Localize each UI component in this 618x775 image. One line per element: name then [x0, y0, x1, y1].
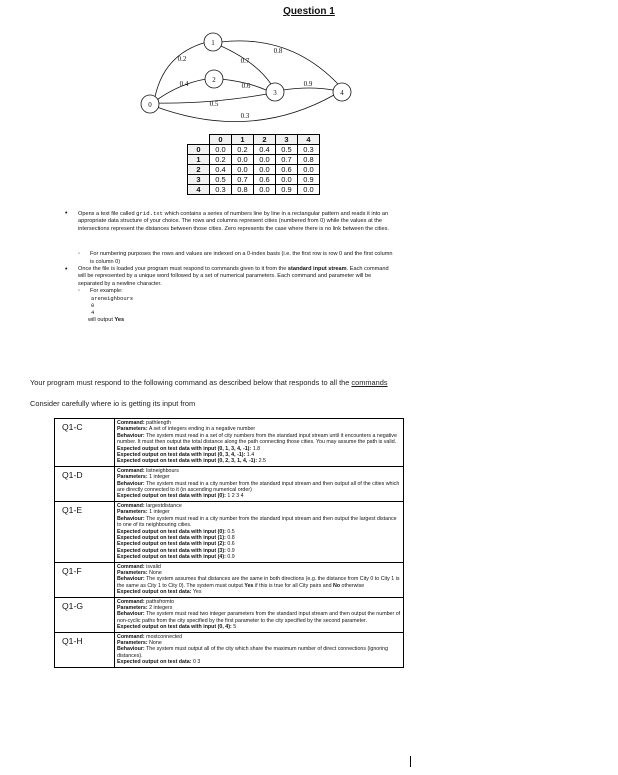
- field-label: Parameters:: [117, 509, 148, 516]
- sub-bullet-text: For example:: [90, 288, 123, 295]
- edge-label-0-4: 0.3: [240, 112, 250, 120]
- commands-table: [54, 418, 404, 668]
- question-label: Q1-C: [55, 419, 115, 467]
- matrix-cell: 0.6: [276, 165, 298, 175]
- bullet-standard-input: [54, 266, 394, 288]
- field-label: Behaviour:: [117, 515, 145, 522]
- edge-label-2-3: 0.6: [241, 82, 251, 90]
- matrix-cell: 0.0: [276, 175, 298, 185]
- edge-label-0-1: 0.2: [177, 55, 187, 63]
- example-output-value: Yes: [114, 317, 125, 324]
- bullet-bold-text: standard input stream: [287, 266, 347, 273]
- matrix-row: [188, 175, 320, 185]
- field-label: Behaviour:: [117, 646, 145, 653]
- commands-link[interactable]: commands: [351, 378, 388, 387]
- matrix-col-header: 4: [298, 135, 320, 145]
- command-row: [55, 419, 404, 467]
- command-details: [115, 632, 404, 667]
- expected-label: Expected output on test data with input (1):: [117, 534, 226, 541]
- sub-bullet-indexing: [54, 251, 394, 266]
- file-name: grid.txt: [136, 210, 164, 217]
- command-behaviour: The system must output all of the city which share the maximum number of direct connections (ignoring distances).: [117, 646, 389, 659]
- command-details: [115, 501, 404, 562]
- expected-value: 2.5: [258, 458, 266, 465]
- edge-1-3: [221, 46, 271, 84]
- matrix-row-header: 2: [188, 165, 210, 175]
- bullet-text: Once the file is loaded your program must respond to commands given to it from the: [78, 266, 288, 273]
- matrix-cell: 0.2: [210, 155, 232, 165]
- matrix-cell: 0.9: [276, 185, 298, 195]
- intro-line-2: Consider carefully where io is getting its input from: [30, 399, 196, 408]
- edge-0-1: [154, 42, 207, 102]
- node-0-label: 0: [148, 101, 152, 109]
- bullet-text: which contains a series of numbers line by line in a rectangular pattern and reads it into an appropriate data structure of your choice. The rows and columns represent cities (numbered from 0) while the values at the intersections represent the distances between those cities. Zero represents the case where there is no link between the cities.: [78, 211, 389, 232]
- matrix-cell: 0.3: [298, 145, 320, 155]
- edge-label-1-3: 0.7: [240, 57, 250, 65]
- field-label: Command:: [117, 502, 145, 509]
- command-parameters: 1 integer: [149, 474, 170, 481]
- command-behaviour: The system assumes that distances are the same in both directions (e.g. the distance from City 0 to City 1 is the same as City 1 to City 0). The system must output: [117, 576, 400, 589]
- matrix-row-header: 1: [188, 155, 210, 165]
- edge-label-0-3: 0.5: [209, 100, 219, 108]
- example-output: [54, 317, 394, 324]
- matrix-cell: 0.8: [232, 185, 254, 195]
- command-details: [115, 562, 404, 597]
- example-code-line: areneighbours: [91, 295, 134, 302]
- command-name: largestdistance: [146, 502, 182, 509]
- matrix-cell: 0.5: [276, 145, 298, 155]
- field-label: Command:: [117, 420, 145, 426]
- question-label: Q1-H: [55, 632, 115, 667]
- question-label: Q1-F: [55, 562, 115, 597]
- text-cursor: [410, 756, 411, 767]
- command-parameters: None: [149, 640, 162, 646]
- expected-label: Expected output on test data with input (0, 3, 4, -1):: [117, 452, 246, 459]
- command-row: [55, 562, 404, 597]
- command-behaviour: otherwise: [340, 582, 365, 589]
- command-name: isvalid: [146, 563, 161, 570]
- matrix-row-header: 0: [188, 145, 210, 155]
- intro-line-1: [30, 378, 388, 387]
- command-behaviour: The system must read in a city number from the standard input stream and then output the largest distance to one of its neighbouring cities.: [117, 515, 397, 529]
- matrix-header-row: [188, 135, 320, 145]
- matrix-cell: 0.0: [232, 165, 254, 175]
- matrix-row-header: 3: [188, 175, 210, 185]
- field-label: Command:: [117, 563, 145, 570]
- field-label: Command:: [117, 467, 145, 474]
- command-name: listneighbours: [146, 467, 179, 474]
- example-output-text: will output: [88, 317, 115, 324]
- expected-label: Expected output on test data with input (0, 4):: [117, 624, 232, 631]
- matrix-col-header: 1: [232, 135, 254, 145]
- behaviour-yes: Yes: [244, 582, 254, 589]
- command-behaviour: The system must read in a set of city numbers from the standard input stream until it encounters a negative number. It must then output the total distance along the path connecting those cities. You may assume the path is valid.: [117, 432, 397, 446]
- example-code-line: 4: [91, 310, 95, 317]
- expected-label: Expected output on test data with input (0, 2, 3, 1, 4, -1):: [117, 458, 258, 465]
- command-name: mostconnected: [146, 633, 183, 640]
- field-label: Parameters:: [117, 604, 148, 611]
- question-title: Question 1: [283, 6, 335, 17]
- field-label: Parameters:: [117, 426, 148, 433]
- matrix-cell: 0.0: [210, 145, 232, 155]
- field-label: Behaviour:: [117, 432, 145, 439]
- matrix-cell: 0.3: [210, 185, 232, 195]
- command-parameters: 2 integers: [149, 604, 173, 611]
- expected-value: 0.8: [227, 534, 235, 541]
- matrix-cell: 0.0: [232, 155, 254, 165]
- field-label: Behaviour:: [117, 611, 145, 618]
- command-details: [115, 597, 404, 632]
- distance-matrix: [187, 134, 320, 195]
- node-1-label: 1: [211, 39, 215, 47]
- matrix-cell: 0.0: [298, 165, 320, 175]
- matrix-cell: 0.4: [254, 145, 276, 155]
- matrix-col-header: 2: [254, 135, 276, 145]
- field-label: Parameters:: [117, 474, 148, 481]
- question-label: Q1-E: [55, 501, 115, 562]
- matrix-cell: 0.5: [210, 175, 232, 185]
- expected-value: 0.5: [227, 528, 235, 535]
- edge-3-4: [283, 88, 333, 90]
- command-row: [55, 632, 404, 667]
- expected-value: 0.9: [227, 547, 235, 554]
- matrix-col-header: 0: [210, 135, 232, 145]
- edge-label-0-2: 0.4: [179, 80, 189, 88]
- edge-label-1-4: 0.8: [273, 47, 283, 55]
- expected-value: 1.4: [246, 452, 255, 459]
- field-label: Behaviour:: [117, 576, 145, 583]
- node-3-label: 3: [273, 89, 277, 97]
- matrix-cell: 0.0: [254, 185, 276, 195]
- expected-value: Yes: [192, 589, 202, 596]
- field-label: Behaviour:: [117, 480, 145, 487]
- matrix-cell: 0.7: [232, 175, 254, 185]
- bullet-dot-icon: •: [65, 210, 68, 217]
- command-name: pathlength: [146, 420, 171, 426]
- expected-value: 0.6: [227, 541, 235, 548]
- intro-text: Your program must respond to the following command as described below that responds to all the: [30, 378, 352, 387]
- field-label: Command:: [117, 633, 145, 640]
- expected-label: Expected output on test data:: [117, 589, 192, 596]
- matrix-row-header: 4: [188, 185, 210, 195]
- expected-value: 1 2 3 4: [227, 493, 244, 500]
- expected-label: Expected output on test data:: [117, 659, 192, 666]
- matrix-row: [188, 155, 320, 165]
- command-row: [55, 597, 404, 632]
- matrix-corner: [188, 135, 210, 145]
- expected-value: 0.9: [227, 554, 235, 561]
- field-label: Command:: [117, 598, 145, 605]
- command-behaviour: The system must read two integer parameters from the standard input stream and then output the number of non-cyclic paths from the city specified by the first parameter to the city specified by the second parameter.: [117, 611, 401, 624]
- expected-value: 1.8: [252, 445, 261, 452]
- matrix-col-header: 3: [276, 135, 298, 145]
- expected-value: 5: [233, 624, 237, 631]
- question-label: Q1-G: [55, 597, 115, 632]
- command-row: [55, 501, 404, 562]
- matrix-row: [188, 165, 320, 175]
- instructions-list: [54, 210, 394, 325]
- node-2-label: 2: [212, 76, 216, 84]
- matrix-cell: 0.6: [254, 175, 276, 185]
- matrix-cell: 0.0: [298, 185, 320, 195]
- city-graph-diagram: [130, 24, 370, 124]
- command-details: [115, 466, 404, 501]
- matrix-row: [188, 185, 320, 195]
- matrix-cell: 0.8: [298, 155, 320, 165]
- question-label: Q1-D: [55, 466, 115, 501]
- circle-bullet-icon: ◦: [78, 251, 81, 258]
- expected-label: Expected output on test data with input (3):: [117, 547, 226, 554]
- matrix-cell: 0.7: [276, 155, 298, 165]
- bullet-text: . Each command will be represented by a unique word followed by a set of numerical parameters. Each command and parameter will be separated by a newline character.: [78, 266, 389, 287]
- bullet-open-file: [54, 210, 394, 233]
- expected-value: 0 3: [192, 659, 201, 666]
- node-4-label: 4: [340, 89, 344, 97]
- command-parameters: 1 integer: [149, 509, 170, 516]
- edge-label-3-4: 0.9: [303, 80, 313, 88]
- command-parameters: None: [149, 569, 162, 576]
- command-behaviour: The system must read in a city number from the standard input stream and then output all of the cities which are directly connected to it (in ascending numerical order): [117, 480, 400, 494]
- sub-bullet-example: [54, 288, 394, 295]
- command-details: [115, 419, 404, 467]
- sub-bullet-text: For numbering purposes the rows and values are indexed on a 0-index basis (i.e. the first row is row 0 and the first column is column 0): [90, 251, 393, 265]
- command-name: pathsfromto: [146, 598, 175, 605]
- expected-label: Expected output on test data with input (4):: [117, 554, 226, 561]
- expected-label: Expected output on test data with input (0, 1, 3, 4, -1):: [117, 445, 252, 452]
- bullet-dot-icon: •: [65, 266, 68, 274]
- matrix-cell: 0.0: [254, 165, 276, 175]
- matrix-row: [188, 145, 320, 155]
- example-code-line: 0: [91, 302, 95, 309]
- expected-label: Expected output on test data with input (0):: [117, 493, 226, 500]
- expected-label: Expected output on test data with input (0):: [117, 528, 226, 535]
- expected-label: Expected output on test data with input (2):: [117, 541, 226, 548]
- matrix-cell: 0.2: [232, 145, 254, 155]
- field-label: Parameters:: [117, 640, 148, 646]
- command-row: [55, 466, 404, 501]
- matrix-cell: 0.0: [254, 155, 276, 165]
- bullet-text: Opens a text file called: [78, 211, 137, 217]
- matrix-cell: 0.9: [298, 175, 320, 185]
- field-label: Parameters:: [117, 569, 148, 576]
- behaviour-no: No: [333, 582, 341, 589]
- circle-bullet-icon: ◦: [78, 288, 81, 295]
- command-parameters: A set of integers ending in a negative number: [148, 426, 256, 433]
- matrix-cell: 0.4: [210, 165, 232, 175]
- command-behaviour: if this is true for all City pairs and: [253, 582, 333, 589]
